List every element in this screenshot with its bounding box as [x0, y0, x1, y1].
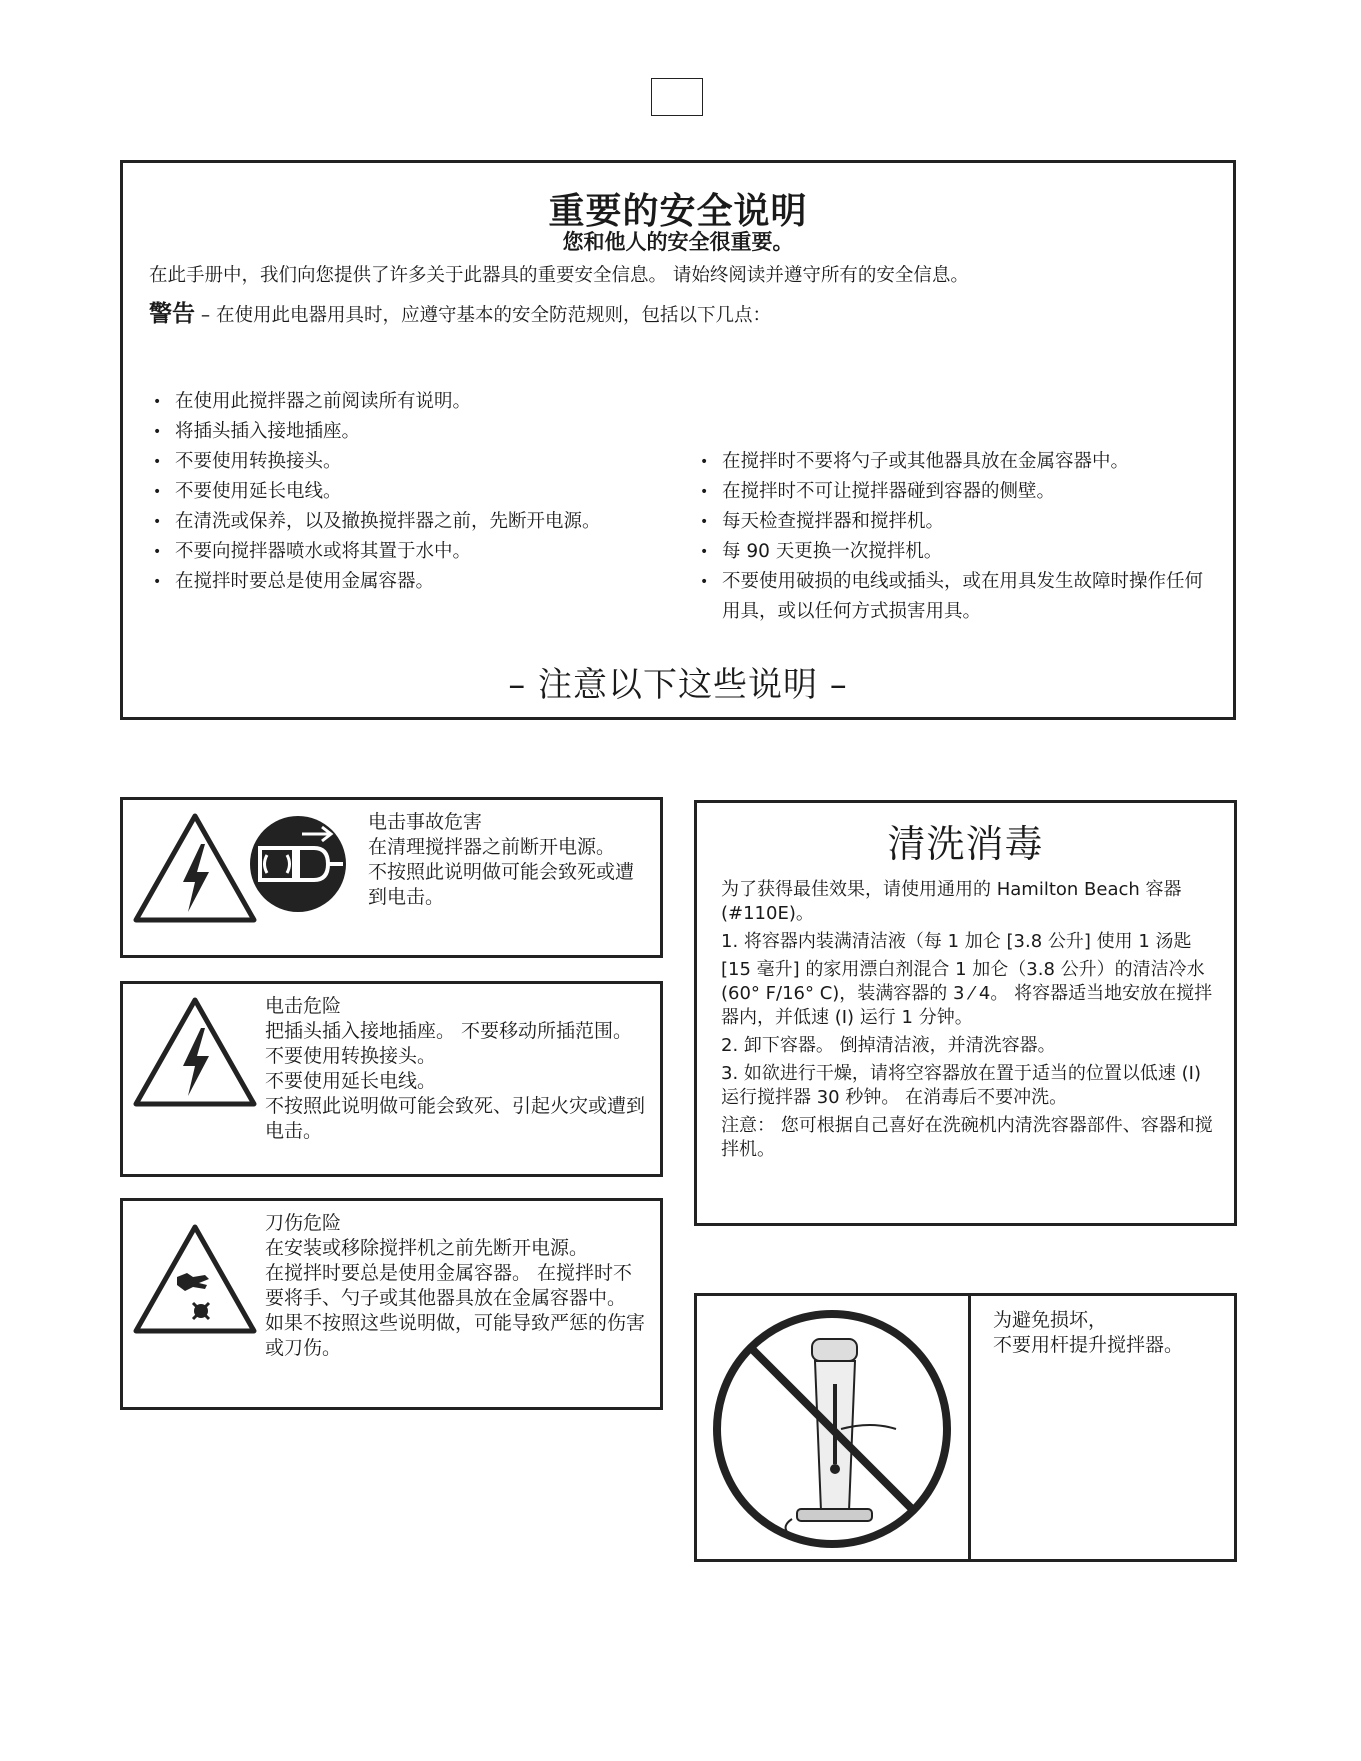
cut-hazard-box	[120, 1198, 663, 1410]
cleaning-paragraph: 3. 如欲进行干燥，请将空容器放在置于适当的位置以低速 (I) 运行搅拌器 30 秒钟。 在消毒后不要冲洗。	[721, 1063, 1201, 1108]
cleaning-sanitizing-box	[694, 800, 1237, 1226]
safety-title: 重要的安全说明	[548, 191, 808, 232]
list-item: • 每天检查搅拌器和搅拌机。	[698, 507, 1218, 537]
list-item: • 在清洗或保养，以及撤换搅拌器之前，先断开电源。	[151, 507, 651, 537]
lever-line: 不要用杆提升搅拌器。	[993, 1334, 1184, 1356]
hazard-line: 不按照此说明做可能会致死、引起火灾或遭到电击。	[265, 1095, 646, 1142]
cleaning-instructions	[721, 878, 1221, 1166]
cleaning-paragraph: 1. 将容器内装满清洁液（每 1 加仑 [3.8 公升] 使用 1 汤匙	[721, 931, 1192, 952]
important-safety-box	[120, 160, 1236, 720]
hazard-title: 电击事故危害	[368, 811, 483, 833]
unplug-icon	[248, 814, 348, 914]
lever-divider	[968, 1296, 971, 1559]
shock-hazard-text	[265, 994, 650, 1144]
no-lift-by-lever-icon	[707, 1304, 957, 1554]
hand-cut-warning-icon	[133, 1223, 258, 1335]
list-item: • 不要使用转换接头。	[151, 447, 651, 477]
shock-hazard-box	[120, 981, 663, 1177]
list-item: • 不要使用延长电线。	[151, 477, 651, 507]
warning-dash: –	[200, 305, 211, 326]
lever-line: 为避免损坏，	[993, 1309, 1108, 1331]
safety-intro: 在此手册中，我们向您提供了许多关于此器具的重要安全信息。 请始终阅读并遵守所有的安全信息。	[149, 265, 969, 286]
hazard-line: 不要使用延长电线。	[265, 1070, 437, 1092]
warning-text: 在使用此电器用具时，应遵守基本的安全防范规则，包括以下几点：	[216, 305, 772, 326]
hazard-title: 刀伤危险	[265, 1212, 342, 1234]
cleaning-paragraph: [15 毫升] 的家用漂白剂混合 1 加仑（3.8 公升）的清洁冷水(60° F/16° C)，装满容器的 3 ⁄ 4。 将容器适当地安放在搅拌器内，并低速 (I) 运行 1 分钟。	[721, 959, 1213, 1028]
cleaning-title: 清洗消毒	[887, 822, 1044, 866]
electric-accident-text	[368, 810, 648, 910]
cleaning-paragraph: 注意： 您可根据自己喜好在洗碗机内清洗容器部件、容器和搅拌机。	[721, 1115, 1213, 1160]
list-item: • 在搅拌时要总是使用金属容器。	[151, 567, 651, 597]
hazard-line: 在搅拌时要总是使用金属容器。 在搅拌时不要将手、勺子或其他器具放在金属容器中。 如果不按照这些说明做，可能导致严惩的伤害或刀伤。	[265, 1262, 646, 1359]
list-item: • 不要向搅拌器喷水或将其置于水中。	[151, 537, 651, 567]
list-item: • 在使用此搅拌器之前阅读所有说明。	[151, 387, 651, 417]
hazard-line: 把插头插入接地插座。 不要移动所插范围。	[265, 1020, 633, 1042]
lever-warning-text	[993, 1308, 1183, 1358]
page-number-box	[651, 78, 703, 116]
list-item: • 将插头插入接地插座。	[151, 417, 651, 447]
cleaning-paragraph: 为了获得最佳效果，请使用通用的 Hamilton Beach 容器 (#110E)。	[721, 879, 1182, 924]
warning-label: 警告	[149, 301, 195, 327]
electric-warning-icon	[133, 812, 258, 924]
hazard-line: 在清理搅拌器之前断开电源。	[368, 836, 616, 858]
safety-subtitle: 您和他人的安全很重要。	[562, 230, 794, 254]
hazard-line: 在安装或移除搅拌机之前先断开电源。	[265, 1237, 589, 1259]
cleaning-paragraph: 2. 卸下容器。 倒掉清洁液，并清洗容器。	[721, 1035, 1056, 1056]
lever-warning-box	[694, 1293, 1237, 1562]
list-item: • 不要使用破损的电线或插头，或在用具发生故障时操作任何用具，或以任何方式损害用具。	[698, 567, 1218, 627]
list-item: • 每 90 天更换一次搅拌机。	[698, 537, 1218, 567]
cut-hazard-text	[265, 1211, 650, 1361]
bullet-list-left	[151, 387, 651, 597]
hazard-line: 不按照此说明做可能会致死或遭到电击。	[368, 861, 635, 908]
hazard-line: 不要使用转换接头。	[265, 1045, 437, 1067]
warning-line	[149, 295, 771, 328]
bullet-list-right	[698, 447, 1218, 627]
list-item: • 在搅拌时不可让搅拌器碰到容器的侧壁。	[698, 477, 1218, 507]
electric-warning-icon	[133, 996, 258, 1108]
electric-accident-hazard-box	[120, 797, 663, 958]
hazard-title: 电击危险	[265, 995, 342, 1017]
save-instructions-note: – 注意以下这些说明 –	[508, 665, 848, 705]
list-item: • 在搅拌时不要将勺子或其他器具放在金属容器中。	[698, 447, 1218, 477]
